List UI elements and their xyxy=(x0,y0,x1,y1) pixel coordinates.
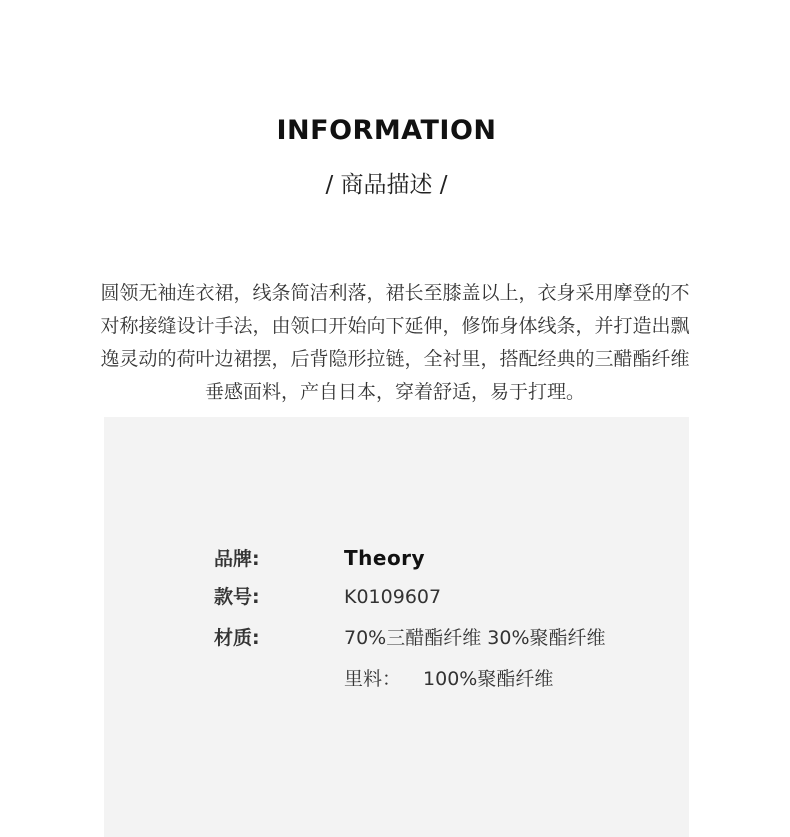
material-label: 材质: xyxy=(214,627,260,649)
lining-row xyxy=(344,666,553,692)
material-value: 70%三醋酯纤维 30%聚酯纤维 xyxy=(344,627,606,649)
lining-value: 100%聚酯纤维 xyxy=(423,668,554,690)
brand-value: Theory xyxy=(344,546,426,570)
model-value: K0109607 xyxy=(344,586,442,608)
lining-label: 里料： xyxy=(344,668,402,690)
model-label: 款号: xyxy=(214,586,260,608)
page-subtitle: / 商品描述 / xyxy=(325,172,448,198)
product-description: 圆领无袖连衣裙，线条简洁利落，裙长至膝盖以上，衣身采用摩登的不对称接缝设计手法，由领口开始向下延伸，修饰身体线条，并打造出飘逸灵动的荷叶边裙摆，后背隐形拉链，全衬里，搭配经典的三醋酯纤维垂感面料，产自日本，穿着舒适，易于打理。 xyxy=(100,282,690,403)
brand-label: 品牌: xyxy=(214,548,260,570)
page-title: INFORMATION xyxy=(276,115,497,146)
spec-panel xyxy=(104,417,689,837)
